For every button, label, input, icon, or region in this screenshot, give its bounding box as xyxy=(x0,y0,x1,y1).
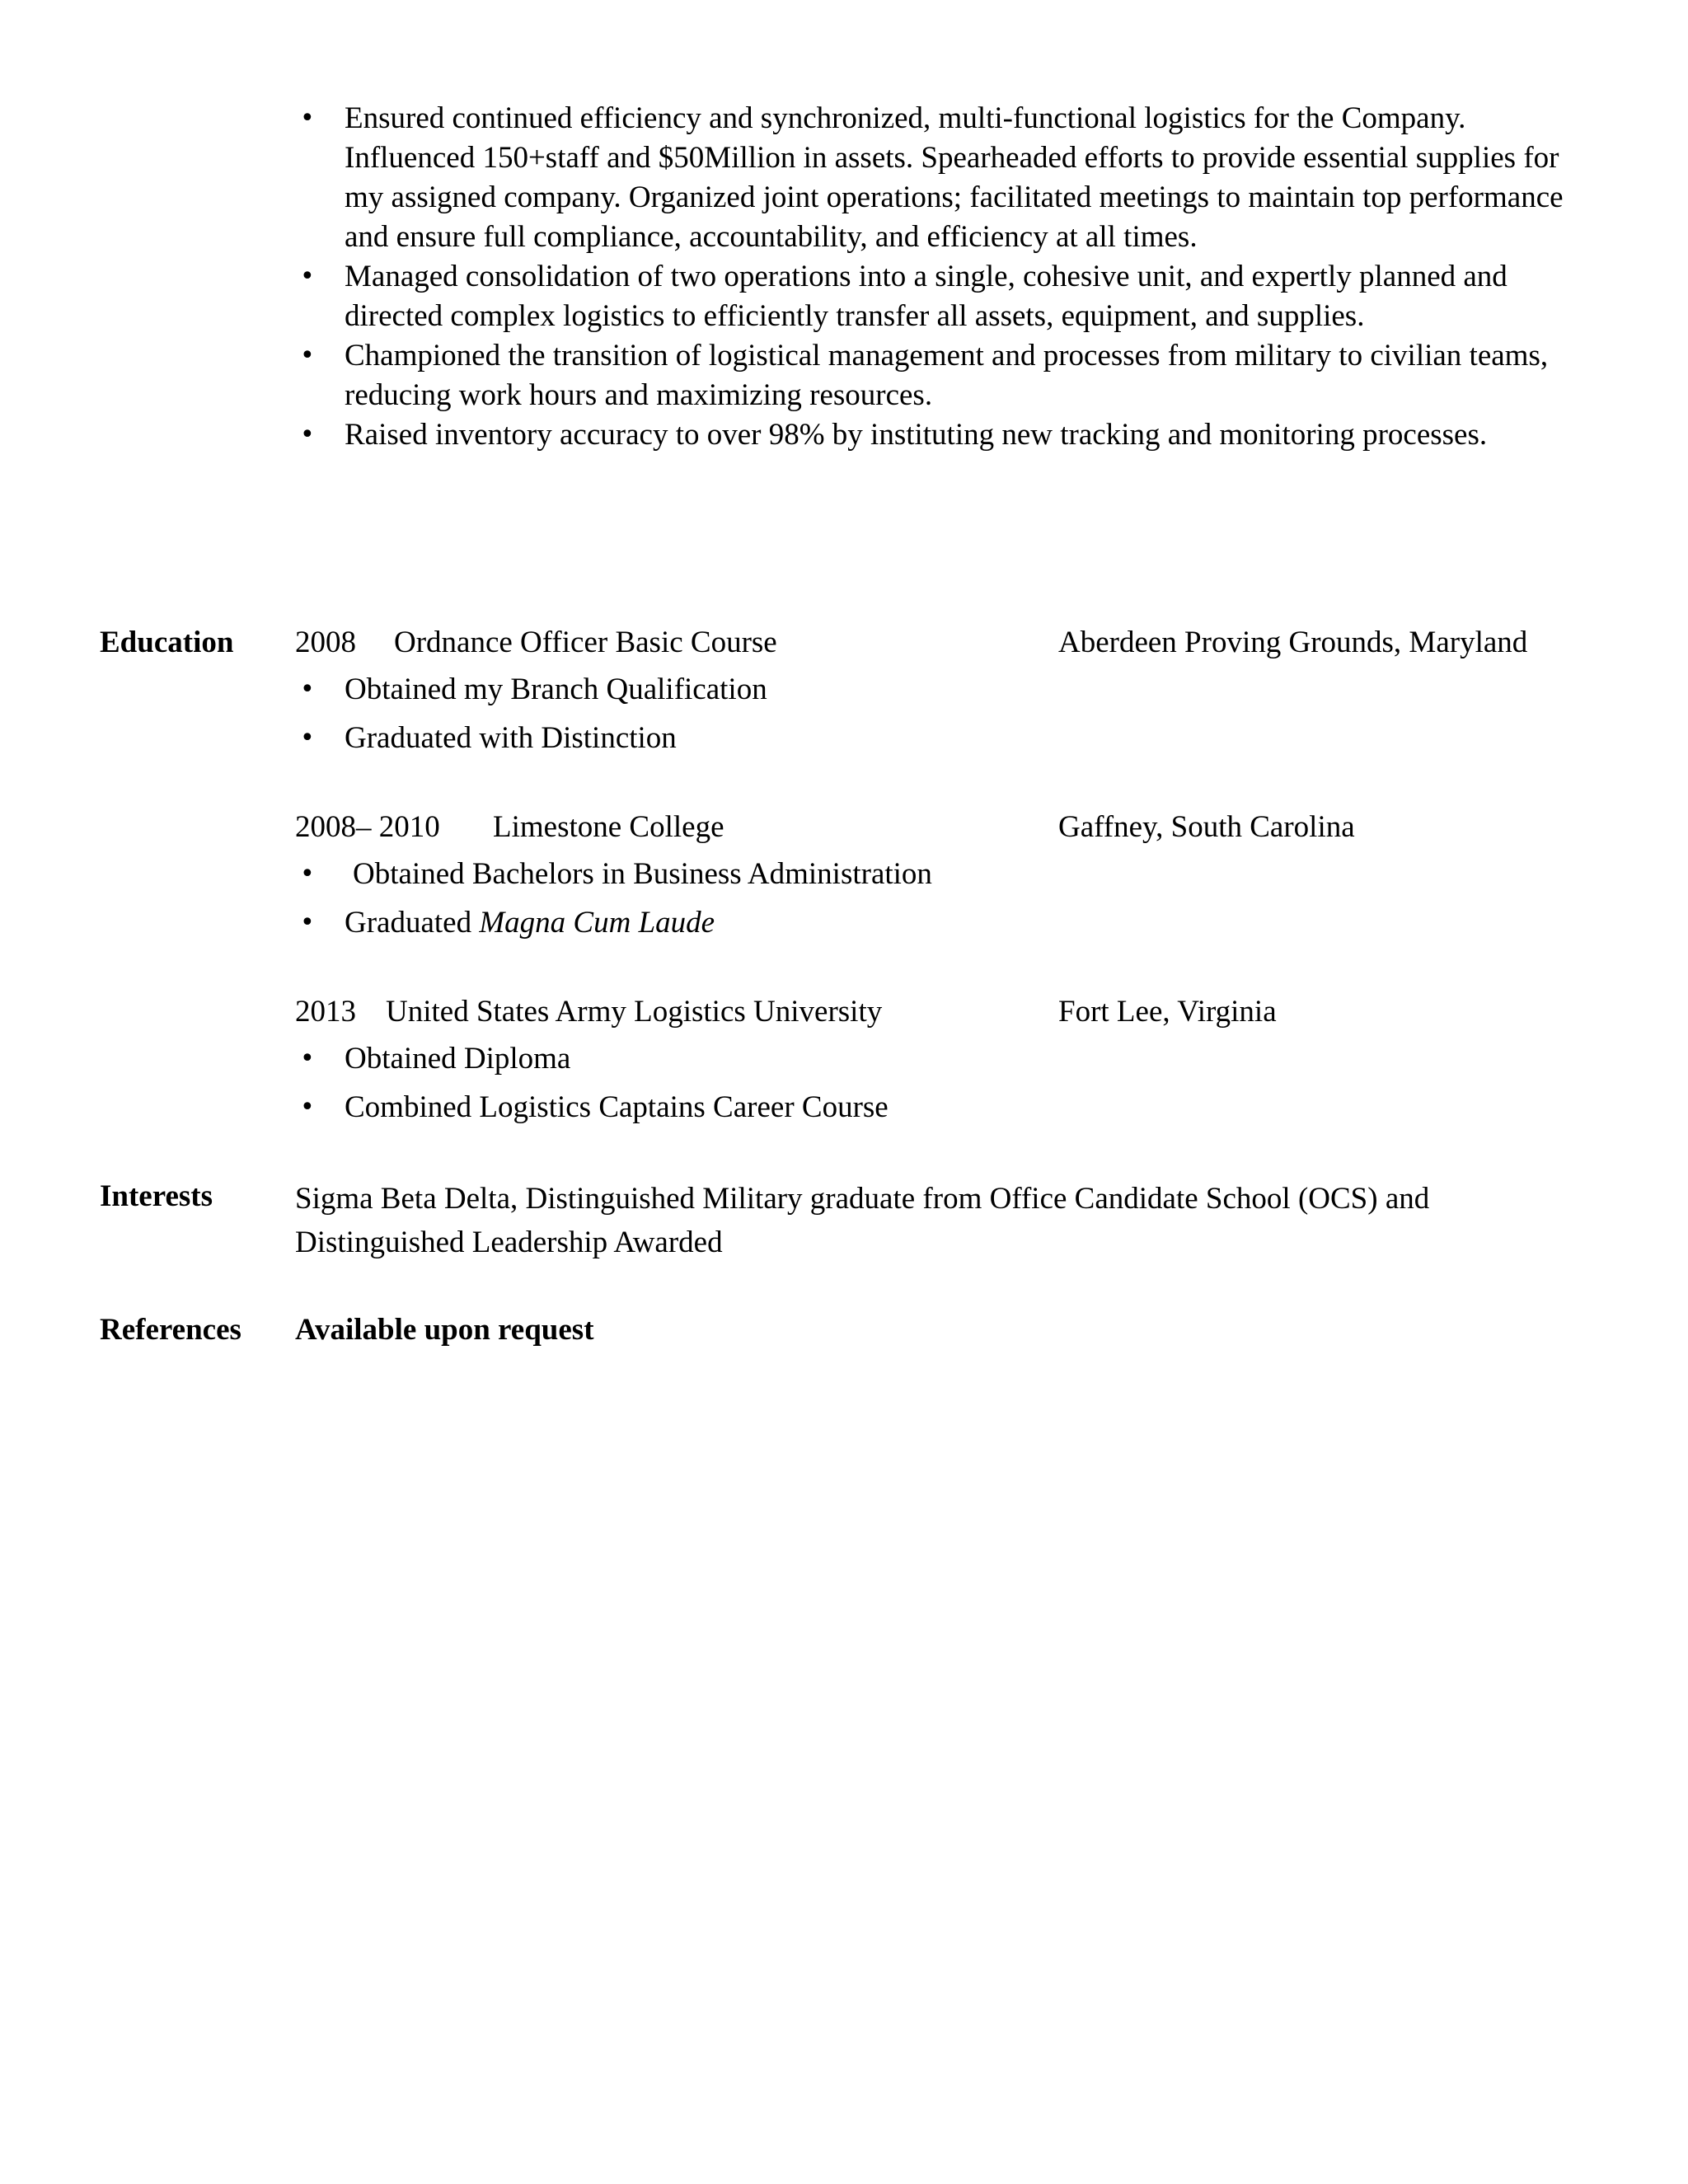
experience-bullet-item xyxy=(295,257,1581,336)
education-bullet-item xyxy=(295,855,932,894)
education-entry-header xyxy=(295,808,724,847)
education-bullet-item xyxy=(295,670,767,710)
education-bullet-text: Obtained Bachelors in Business Administration xyxy=(353,857,932,891)
education-year: 2008– 2010 xyxy=(295,810,440,844)
bullet-icon: • xyxy=(300,420,315,449)
bullet-icon: • xyxy=(300,104,315,133)
education-bullet-text: Graduated with Distinction xyxy=(345,721,677,755)
bullet-icon: • xyxy=(300,1093,315,1122)
bullet-icon: • xyxy=(300,724,315,752)
bullet-icon: • xyxy=(300,908,315,937)
experience-bullet-text: Championed the transition of logistical management and processes from military to civilian teams, reducing work hours and maximizing resources. xyxy=(345,339,1549,412)
education-entry-header xyxy=(295,992,882,1032)
education-heading: Education xyxy=(100,626,234,659)
education-institution: United States Army Logistics University xyxy=(386,995,883,1029)
education-entry-header xyxy=(295,623,777,663)
experience-bullet-text: Raised inventory accuracy to over 98% by instituting new tracking and monitoring processes. xyxy=(345,418,1488,452)
experience-bullet-text: Ensured continued efficiency and synchronized, multi-functional logistics for the Company. Influenced 150+staff and $50Million in assets. Spearheaded efforts to provide essential supplies for my assigned company. Organized joint operations; facilitated meetings to maintain top performance and ensure full compliance, accountability, and efficiency at all times. xyxy=(345,101,1564,254)
education-year: 2013 xyxy=(295,995,356,1029)
interests-text: Sigma Beta Delta, Distinguished Military graduate from Office Candidate School (OCS) and Distinguished Leadership Awarded xyxy=(295,1182,1430,1259)
honors-italic: Magna Cum Laude xyxy=(479,906,715,940)
education-location: Aberdeen Proving Grounds, Maryland xyxy=(1058,626,1528,659)
education-year: 2008 xyxy=(295,626,356,659)
education-bullet-text: Obtained Diploma xyxy=(345,1042,571,1076)
experience-bullet-list xyxy=(295,99,1581,455)
references-text: Available upon request xyxy=(295,1313,594,1347)
references-heading: References xyxy=(100,1313,241,1347)
bullet-icon: • xyxy=(300,262,315,291)
interests-heading: Interests xyxy=(100,1179,213,1213)
education-location: Fort Lee, Virginia xyxy=(1058,995,1277,1029)
experience-bullet-item xyxy=(295,415,1581,455)
bullet-icon: • xyxy=(300,1044,315,1073)
bullet-icon: • xyxy=(300,675,315,704)
education-institution: Ordnance Officer Basic Course xyxy=(394,626,777,659)
education-bullet-text: Obtained my Branch Qualification xyxy=(345,673,767,706)
bullet-icon: • xyxy=(300,341,315,370)
education-bullet-text xyxy=(345,906,715,940)
education-bullet-item xyxy=(295,719,677,758)
education-location: Gaffney, South Carolina xyxy=(1058,810,1355,844)
education-bullet-item xyxy=(295,1039,571,1079)
education-bullet-item xyxy=(295,1088,889,1127)
education-bullet-item xyxy=(295,903,715,943)
bullet-icon: • xyxy=(300,860,315,888)
education-bullet-text: Combined Logistics Captains Career Course xyxy=(345,1090,889,1124)
honors-prefix: Graduated xyxy=(345,906,480,940)
experience-bullet-item xyxy=(295,99,1581,257)
education-institution: Limestone College xyxy=(493,810,724,844)
experience-bullet-item xyxy=(295,336,1581,415)
experience-bullet-text: Managed consolidation of two operations into a single, cohesive unit, and expertly planned and directed complex logistics to efficiently transfer all assets, equipment, and supplies. xyxy=(345,260,1507,333)
